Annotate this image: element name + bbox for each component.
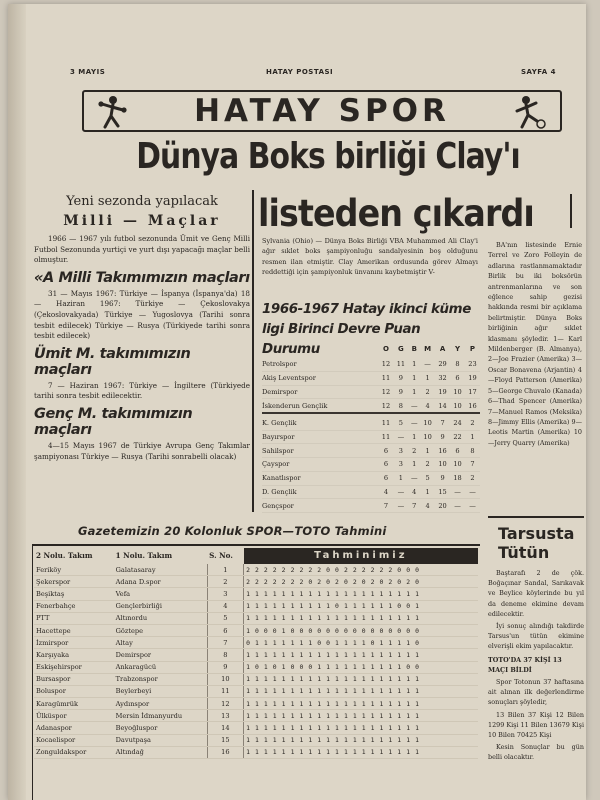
standings-header-row [262,344,480,358]
standings-row [262,485,480,499]
toto-match-no: 10 [207,673,243,685]
standings-value: 6 [378,458,393,472]
standings-value: 10 [420,430,435,444]
standings-value: 9 [393,371,408,385]
standings-value: 3 [393,444,408,458]
standings-value: 16 [465,399,480,413]
standings-value: — [393,499,408,513]
standings-row [262,371,480,385]
issue-date: 3 MAYIS [70,68,106,76]
toto-team1: Göztepe [114,624,208,636]
standings-value: 15 [435,485,450,499]
standings-value: 10 [450,399,465,413]
standings-value: 16 [435,444,450,458]
toto-team2: Zonguldakspor [34,746,114,758]
page-fold-shadow [8,4,26,800]
standings-value: 12 [378,385,393,399]
headline-line-2: listeden çıkardı [258,192,534,235]
standings-value: 11 [378,413,393,430]
standings-team: Bayırspor [262,430,378,444]
toto-row [34,576,478,588]
standings-team: İskenderun Gençlik [262,399,378,413]
headline-line-1: Dünya Boks birliği Clay'ı [136,136,520,177]
standings-value: 11 [378,430,393,444]
toto-team1: Galatasaray [114,564,208,576]
standings-col-m: M [424,345,432,353]
standings-value: — [408,471,420,485]
toto-team2: İzmirspor [34,637,114,649]
standings-value: — [465,499,480,513]
standings-value: 32 [435,371,450,385]
toto-prediction: 1 1 1 1 1 1 1 1 1 1 1 1 1 1 1 1 1 1 1 1 [244,612,478,624]
toto-prediction: 1 1 1 1 1 1 1 1 1 1 1 1 1 1 1 1 1 1 1 1 [244,685,478,697]
toto-team2: Eskişehirspor [34,661,114,673]
toto-row [34,600,478,612]
clay-article-col2-text: BA'nın listesinde Ernie Terrel ve Zoro Folleyin de adlarına rastlanmamaktadır Birlik bu iki boksörün antrenmanlarına ve son eğlence sahip gezisi hakkında resmi bir açıklama belirtmiştir. Dünya Boks birliğinin ağır sıklet klasmanı şöyledir. 1— Karl Mildenberger (B. Almanya), 2—Joe Frazier (Amerika) 3—Oscar Bonavena (Arjantin) 4—Floyd Patterson (Amerika) 5—George Chuvalo (Kanada) 6—Thad Spencer (Amerika) 7—Manuel Ramos (Meksika) 8—Jimmy Ellis (Amerika) 9—Leotis Martin (Amerika) 10—Jerry Quarry (Amerika) [488,241,583,447]
standings-value: 1 [408,358,420,371]
toto-team2: PTT [34,612,114,624]
standings-col-a: A [439,345,446,353]
standings-value: 14 [435,399,450,413]
toto-team1: Gençlerbirliği [114,600,208,612]
tarsus-p2: İyi sonuç alındığı takdirde Tarsus'un tütün ekimine elverişli ekim yapılacaktır. [488,622,584,651]
standings-value: — [393,485,408,499]
standings-value: 10 [450,458,465,472]
standings-value: 10 [450,385,465,399]
standings-value: 2 [465,413,480,430]
genc-milli-text: 4—15 Mayıs 1967 de Türkiye Avrupa Genç Takımlar şampiyonası Türkiye — Rusya (Tarihi sonrabelli olacak) [34,440,250,461]
standings-value: 1 [408,385,420,399]
standings-value: — [465,485,480,499]
toto-team1: Adana D.spor [114,576,208,588]
toto-prediction: 1 1 1 1 1 1 1 1 1 1 1 1 1 1 1 1 1 1 1 1 [244,710,478,722]
standings-team: Petrolspor [262,358,378,371]
umit-milli-heading: Ümit M. takımımızın maçları [34,345,191,378]
toto-team2: Şekerspor [34,576,114,588]
standings-col-y: Y [454,345,461,353]
toto-match-no: 16 [207,746,243,758]
standings-value: 2 [420,458,435,472]
standings-value: 18 [450,471,465,485]
toto-row [34,710,478,722]
clay-article-col2 [488,240,582,448]
toto-col-no: S. No. [209,551,233,560]
toto-prediction: 1 1 1 1 1 1 1 1 1 1 1 1 1 1 1 1 1 1 1 1 [244,649,478,661]
page-number: SAYFA 4 [520,68,556,76]
standings-value: 1 [408,458,420,472]
standings-value: 7 [465,458,480,472]
standings-value: 12 [378,358,393,371]
standings-value: 10 [435,458,450,472]
toto-row [34,637,478,649]
toto-match-no: 12 [207,698,243,710]
toto-row [34,673,478,685]
standings-value: 8 [450,358,465,371]
standings-value: 9 [435,471,450,485]
toto-prediction: 1 1 1 1 1 1 1 1 1 1 1 1 1 1 1 1 1 1 1 1 [244,588,478,600]
tarsus-article [488,516,584,800]
toto-team2: Hacettepe [34,624,114,636]
standings-value: 8 [393,399,408,413]
toto-team1: Altay [114,637,208,649]
standings-value: 9 [435,430,450,444]
toto-match-no: 15 [207,734,243,746]
toto-col-pred: Tahminimiz [244,548,478,564]
standings-team: Sahilspor [262,444,378,458]
column-rule [252,190,254,512]
standings-col-b: B [411,345,417,353]
standings-row [262,399,480,413]
toto-match-no: 11 [207,685,243,697]
standings-value: 2 [408,444,420,458]
standings-row [262,430,480,444]
standings-col-g: G [398,345,404,353]
toto-prediction: 1 1 1 1 1 1 1 1 1 1 1 1 1 1 1 1 1 1 1 1 [244,673,478,685]
toto-team1: Davutpaşa [114,734,208,746]
toto-row [34,734,478,746]
toto-row [34,722,478,734]
standings-value: 4 [420,499,435,513]
standings-value: 1 [465,430,480,444]
toto-match-no: 6 [207,624,243,636]
newspaper-page [8,4,586,800]
standings-value: 3 [393,458,408,472]
standings-value: 9 [393,385,408,399]
a-milli-heading: «A Milli Takımımızın maçları [34,269,250,286]
toto-team2: Beşiktaş [34,588,114,600]
toto-team1: Altınordu [114,612,208,624]
standings-value: 22 [450,430,465,444]
standings-value: — [408,399,420,413]
toto-match-no: 4 [207,600,243,612]
toto-prediction: 1 0 1 0 1 0 0 0 1 1 1 1 1 1 1 1 1 1 0 0 [244,661,478,673]
tarsus-p4: 13 Bilen 37 Kişi 12 Bilen 1299 Kişi 11 Bilen 13679 Kişi 10 Bilen 70425 Kişi [488,710,584,740]
standings-team: Gençspor [262,499,378,513]
article-heading: Yeni sezonda yapılacak [66,194,218,209]
standings-value: 11 [393,358,408,371]
standings-value: 2 [420,385,435,399]
toto-row [34,698,478,710]
toto-match-no: 9 [207,661,243,673]
standings-team: Akiş Leventspor [262,371,378,385]
standings-value: — [408,413,420,430]
standings-row [262,444,480,458]
standings-row [262,458,480,472]
article-intro: 1966 — 1967 yılı futbol sezonunda Ümit ve Genç Milli Futbol Sezonunda yurtiçi ve yurt dışı yapacağı maçlar belli olmuştur. [34,234,250,265]
standings-value: 19 [465,371,480,385]
standings-value: 1 [408,371,420,385]
standings-team: D. Gençlik [262,485,378,499]
toto-match-no: 1 [207,564,243,576]
standings-value: 29 [435,358,450,371]
standings-value: — [393,430,408,444]
standings-row [262,358,480,371]
standings-value: 5 [420,471,435,485]
article-subheading: Milli — Maçlar [63,213,221,229]
standings-value: 1 [393,471,408,485]
toto-match-no: 3 [207,588,243,600]
standings-value: — [450,485,465,499]
standings-value: 6 [450,371,465,385]
toto-team1: Vefa [114,588,208,600]
standings-row [262,413,480,430]
standings-col-o: O [382,345,389,353]
milli-maclar-article [34,194,250,462]
toto-team2: Karagümrük [34,698,114,710]
banner-title: HATAY SPOR [194,93,450,129]
toto-row [34,746,478,758]
tarsus-p5: Kesin Sonuçlar bu gün belli olacaktır. [488,743,584,762]
standings-value: — [450,499,465,513]
standings-value: 23 [465,358,480,371]
toto-results-heading: TOTO'DA 37 KİŞİ 13 MAÇI BİLDİ [488,655,562,674]
toto-team1: Demirspor [114,649,208,661]
toto-row [34,588,478,600]
tarsus-p1: Baştarafı 2 de çök. Boğaçınar Sandal, Sarıkavak ve Beylice köylerinde bu yıl da deneme ekimine devam edilecektir. [488,569,584,618]
standings-col-p: P [469,345,476,353]
toto-match-no: 2 [207,576,243,588]
standings-value: 6 [378,444,393,458]
toto-col-team2: 2 Nolu. Takım [36,551,93,560]
toto-prediction: 2 2 2 2 2 2 2 0 2 0 2 0 2 0 2 0 2 0 2 0 [244,576,478,588]
toto-team2: Kocaelispor [34,734,114,746]
standings-value: 8 [465,444,480,458]
standings-team: Kanatlıspor [262,471,378,485]
toto-team1: Mersin İdmanyurdu [114,710,208,722]
standings-team: Demirspor [262,385,378,399]
toto-team1: Ankaragücü [114,661,208,673]
toto-row [34,624,478,636]
toto-team2: Ülküspor [34,710,114,722]
toto-prediction: 1 1 1 1 1 1 1 1 1 1 1 1 1 1 1 1 1 1 1 1 [244,722,478,734]
toto-row [34,612,478,624]
standings-value: 7 [378,499,393,513]
toto-team2: Bursaspor [34,673,114,685]
footballer-figure-icon [512,94,546,130]
standings-team: Çayspor [262,458,378,472]
headline-rule [570,194,572,228]
toto-team1: Beylerbeyi [114,685,208,697]
genc-milli-heading: Genç M. takımımızın maçları [34,405,193,438]
standings-value: 5 [393,413,408,430]
toto-prediction: 1 1 1 1 1 1 1 1 1 1 0 1 1 1 1 1 1 0 0 1 [244,600,478,612]
standings-value: 6 [378,471,393,485]
standings-value: 1 [420,485,435,499]
standings-team: K. Gençlik [262,413,378,430]
standings-title: 1966-1967 Hatay ikinci küme ligi Birinci Devre Puan Durumu [262,302,471,357]
toto-row [34,661,478,673]
toto-match-no: 7 [207,637,243,649]
toto-team2: Boluspor [34,685,114,697]
standings-value: — [420,358,435,371]
standings-value: 12 [378,399,393,413]
section-banner [82,90,562,132]
standings-value: 11 [378,371,393,385]
standings-value: 1 [420,444,435,458]
standings-value: 1 [420,371,435,385]
a-milli-text: 31 — Mayıs 1967: Türkiye — İspanya (İspanya'da) 18 — Haziran 1967: Türkiye — Çekoslovakya (Çekoslovakyada) Türkiye — Yugoslovya (Tarihi sonra tesbit edilecek) Türkiye — Rusya (Türkiyede tarihi sonra tesbit edilecek) [34,288,250,341]
toto-prediction: 1 1 1 1 1 1 1 1 1 1 1 1 1 1 1 1 1 1 1 1 [244,746,478,758]
toto-team2: Adanaspor [34,722,114,734]
toto-col-team1: 1 Nolu. Takım [115,551,173,560]
tarsus-title: Tarsusta Tütün [498,524,575,562]
standings-value: 7 [435,413,450,430]
clay-article-col1: Sylvania (Ohio) — Dünya Boks Birliği VBA Muhammed Ali Clay'i ağır sıklet boks şampiyonluğu sandalyesinin boş olduğunu resmen ilan etmiştir. Clay Amerikan ordusunda görev Almayı reddettiği için şampiyonluk ünvanını kaybetmiştir V- [262,237,478,277]
toto-team2: Fenerbahçe [34,600,114,612]
toto-title: Gazetemizin 20 Kolonluk SPOR—TOTO Tahmini [78,524,387,538]
standings-col-team [262,344,378,358]
standings-value: 24 [450,413,465,430]
standings-value: 10 [420,413,435,430]
toto-team2: Feriköy [34,564,114,576]
toto-match-no: 14 [207,722,243,734]
tarsus-p3: Spor Totonun 37 haftasına ait alınan ilk değerlendirme sonuçları şöyledir, [488,678,584,707]
toto-prediction: 1 0 0 0 1 0 0 0 0 0 0 0 0 0 0 0 0 0 0 0 [244,624,478,636]
paper-name: HATAY POSTASI [266,68,334,76]
standings-row [262,499,480,513]
toto-row [34,564,478,576]
toto-table [34,548,478,759]
toto-prediction: 0 1 1 1 1 1 1 1 0 0 1 1 1 1 0 1 1 1 1 0 [244,637,478,649]
toto-match-no: 5 [207,612,243,624]
toto-team1: Beyoğluspor [114,722,208,734]
toto-team1: Aydınspor [114,698,208,710]
standings-value: 19 [435,385,450,399]
standings-value: 17 [465,385,480,399]
toto-team1: Trabzonspor [114,673,208,685]
toto-prediction: 1 1 1 1 1 1 1 1 1 1 1 1 1 1 1 1 1 1 1 1 [244,734,478,746]
boxer-figure-icon [96,94,130,130]
standings-value: 4 [408,485,420,499]
toto-team2: Karşıyaka [34,649,114,661]
standings-row [262,471,480,485]
toto-match-no: 8 [207,649,243,661]
toto-prediction: 1 1 1 1 1 1 1 1 1 1 1 1 1 1 1 1 1 1 1 1 [244,698,478,710]
standings-table [262,344,480,513]
standings-value: 4 [378,485,393,499]
standings-value: 4 [420,399,435,413]
standings-row [262,385,480,399]
standings-value: 20 [435,499,450,513]
toto-team1: Altındağ [114,746,208,758]
standings-value: 6 [450,444,465,458]
standings-value: 2 [465,471,480,485]
toto-row [34,649,478,661]
standings-value: 1 [408,430,420,444]
umit-milli-text: 7 — Haziran 1967: Türkiye — İngiltere (Türkiyede tarihi sonra tesbit edilecektir. [34,380,250,401]
standings-value: 7 [408,499,420,513]
toto-prediction: 2 2 2 2 2 2 2 2 2 0 0 2 2 2 2 2 2 0 0 0 [244,564,478,576]
toto-row [34,685,478,697]
toto-match-no: 13 [207,710,243,722]
